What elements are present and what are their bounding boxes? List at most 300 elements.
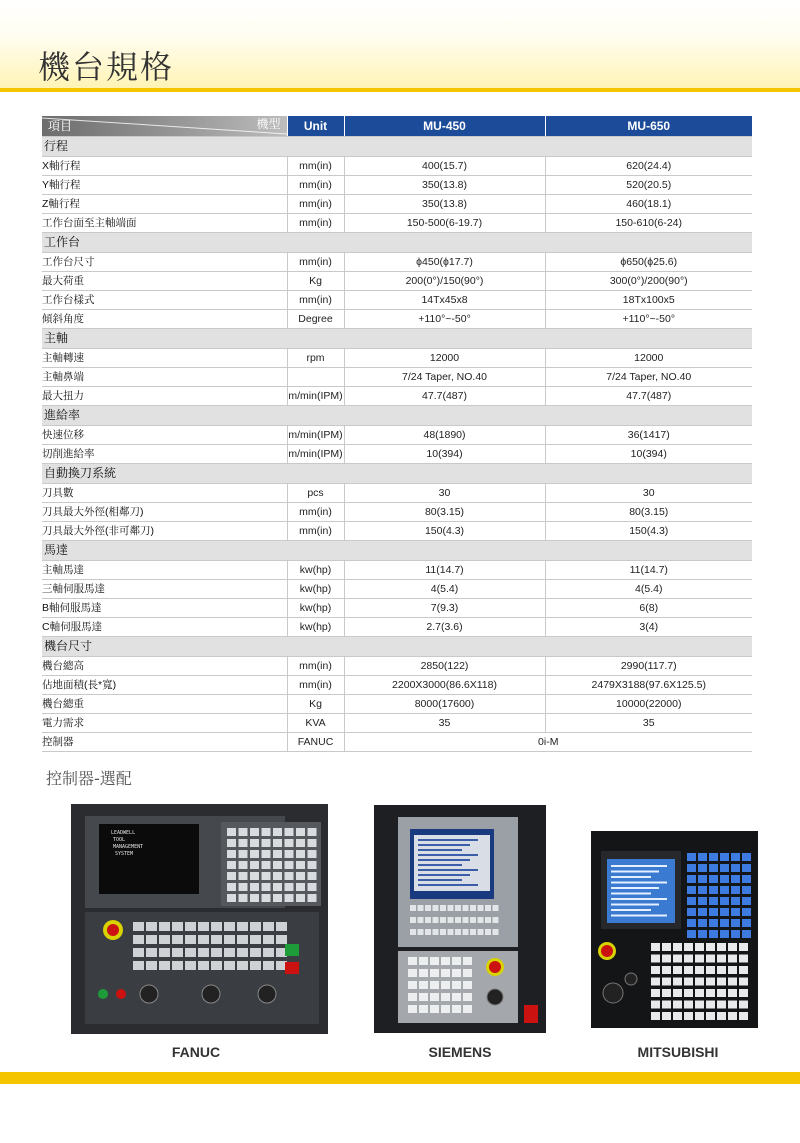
screen-line (611, 865, 667, 867)
keypad-key (698, 886, 707, 894)
keypad-key (470, 917, 476, 923)
keypad-key (684, 1001, 693, 1009)
keypad-key (410, 929, 416, 935)
keypad-key (159, 935, 170, 944)
keypad-key (698, 930, 707, 938)
keypad-key (695, 943, 704, 951)
row-unit: kw(hp) (287, 580, 344, 599)
keypad-key (478, 929, 484, 935)
spec-table (42, 116, 752, 752)
fanuc-screen-line-4: SYSTEM (115, 851, 134, 857)
table-row (42, 599, 752, 618)
keypad-key (285, 850, 294, 858)
keypad-key (433, 917, 439, 923)
keypad-key (198, 935, 209, 944)
row-unit: mm(in) (287, 214, 344, 233)
keypad-key (720, 886, 729, 894)
row-value-mu450: 150(4.3) (344, 522, 545, 541)
keypad-key (146, 961, 157, 970)
keypad-key (211, 948, 222, 957)
keypad-key (285, 894, 294, 902)
header-mu650: MU-650 (545, 116, 752, 137)
corner-diagonal-line (42, 116, 287, 136)
table-row (42, 618, 752, 637)
keypad-key (720, 919, 729, 927)
keypad-key (262, 828, 271, 836)
row-value-mu450: 200(0°)/150(90°) (344, 272, 545, 291)
keypad-key (673, 989, 682, 997)
keypad-key (133, 922, 144, 931)
row-value-mu650: 150(4.3) (545, 522, 752, 541)
keypad-key (706, 978, 715, 986)
keypad-key (731, 864, 740, 872)
keypad-key (441, 981, 450, 989)
row-label: 電力需求 (42, 714, 287, 733)
keypad-key (172, 961, 183, 970)
row-value-mu450: 350(13.8) (344, 195, 545, 214)
row-unit: kw(hp) (287, 618, 344, 637)
row-unit: FANUC (287, 733, 344, 752)
keypad-key (262, 839, 271, 847)
keypad-key (463, 969, 472, 977)
screen-line (418, 879, 462, 881)
row-value-mu450: ϕ450(ϕ17.7) (344, 253, 545, 272)
row-label: 刀具最大外徑(非可鄰刀) (42, 522, 287, 541)
controller-options-title: 控制器-選配 (46, 769, 132, 788)
keypad-key (698, 875, 707, 883)
caption-fanuc: FANUC (171, 1044, 221, 1060)
keypad-key (408, 969, 417, 977)
keypad-key (250, 894, 259, 902)
keypad-key (419, 1005, 428, 1013)
row-label: 機台總重 (42, 695, 287, 714)
keypad-key (285, 883, 294, 891)
row-value-merged: 0i-M (344, 733, 752, 752)
keypad-key (276, 922, 287, 931)
row-label: 快速位移 (42, 426, 287, 445)
keypad-key (731, 886, 740, 894)
row-value-mu650: 7/24 Taper, NO.40 (545, 368, 752, 387)
keypad-key (728, 978, 737, 986)
row-value-mu450: 80(3.15) (344, 503, 545, 522)
row-label: 最大荷重 (42, 272, 287, 291)
keypad-key (731, 875, 740, 883)
keypad-key (441, 957, 450, 965)
keypad-key (717, 966, 726, 974)
table-row (42, 657, 752, 676)
section-title: 馬達 (42, 541, 752, 561)
keypad-key (285, 828, 294, 836)
keypad-key (684, 989, 693, 997)
keypad-key (463, 905, 469, 911)
row-unit: KVA (287, 714, 344, 733)
table-row (42, 291, 752, 310)
row-value-mu450: 14Tx45x8 (344, 291, 545, 310)
keypad-key (717, 989, 726, 997)
keypad-key (731, 853, 740, 861)
keypad-key (273, 894, 282, 902)
screen-line (611, 915, 667, 917)
keypad-key (706, 1012, 715, 1020)
keypad-key (433, 929, 439, 935)
table-row (42, 214, 752, 233)
keypad-key (285, 861, 294, 869)
row-unit: mm(in) (287, 157, 344, 176)
section-title: 主軸 (42, 329, 752, 349)
keypad-key (720, 908, 729, 916)
keypad-key (273, 828, 282, 836)
keypad-key (185, 922, 196, 931)
keypad-key (651, 1001, 660, 1009)
row-label: 最大扭力 (42, 387, 287, 406)
section-row (42, 464, 752, 484)
keypad-key (463, 1005, 472, 1013)
keypad-key (698, 897, 707, 905)
keypad-key (673, 1012, 682, 1020)
keypad-key (706, 955, 715, 963)
row-value-mu450: 350(13.8) (344, 176, 545, 195)
keypad-key (717, 978, 726, 986)
keypad-key (709, 864, 718, 872)
keypad-key (695, 955, 704, 963)
row-value-mu450: 150-500(6-19.7) (344, 214, 545, 233)
keypad-key (452, 981, 461, 989)
row-value-mu650: 12000 (545, 349, 752, 368)
keypad-key (698, 908, 707, 916)
section-title: 進給率 (42, 406, 752, 426)
keypad-key (262, 850, 271, 858)
keypad-key (296, 828, 305, 836)
keypad-key (662, 943, 671, 951)
keypad-key (720, 930, 729, 938)
row-label: 刀具最大外徑(相鄰刀) (42, 503, 287, 522)
keypad-key (441, 969, 450, 977)
keypad-key (478, 905, 484, 911)
fanuc-screen-line-1: LEADWELL (111, 830, 136, 836)
row-value-mu450: 11(14.7) (344, 561, 545, 580)
row-label: 機台總高 (42, 657, 287, 676)
row-unit: mm(in) (287, 195, 344, 214)
keypad-key (410, 905, 416, 911)
row-value-mu650: ϕ650(ϕ25.6) (545, 253, 752, 272)
keypad-key (742, 897, 751, 905)
row-value-mu450: 4(5.4) (344, 580, 545, 599)
table-row (42, 503, 752, 522)
row-unit: m/min(IPM) (287, 387, 344, 406)
keypad-key (263, 948, 274, 957)
keypad-key (709, 919, 718, 927)
row-label: 控制器 (42, 733, 287, 752)
row-value-mu450: 2200X3000(86.6X118) (344, 676, 545, 695)
screen-line (611, 909, 651, 911)
row-label: C軸伺服馬達 (42, 618, 287, 637)
keypad-key (452, 993, 461, 1001)
keypad-key (651, 966, 660, 974)
table-row (42, 253, 752, 272)
keypad-key (739, 1001, 748, 1009)
keypad-key (250, 935, 261, 944)
row-label: Y軸行程 (42, 176, 287, 195)
keypad-key (419, 981, 428, 989)
keypad-key (717, 955, 726, 963)
row-label: 三軸伺服馬達 (42, 580, 287, 599)
screen-line (418, 869, 478, 871)
keypad-key (239, 883, 248, 891)
keypad-key (211, 961, 222, 970)
keypad-key (673, 1001, 682, 1009)
keypad-key (695, 989, 704, 997)
keypad-key (419, 969, 428, 977)
keypad-key (239, 861, 248, 869)
keypad-key (709, 886, 718, 894)
keypad-key (440, 905, 446, 911)
keypad-key (684, 978, 693, 986)
keypad-key (263, 935, 274, 944)
row-unit: kw(hp) (287, 561, 344, 580)
keypad-key (452, 1005, 461, 1013)
table-row (42, 368, 752, 387)
fanuc-controller-image (71, 804, 328, 1034)
keypad-key (731, 908, 740, 916)
row-label: 工作台樣式 (42, 291, 287, 310)
keypad-key (728, 1001, 737, 1009)
row-unit: mm(in) (287, 503, 344, 522)
keypad-key (211, 935, 222, 944)
row-label: X軸行程 (42, 157, 287, 176)
keypad-key (739, 1012, 748, 1020)
keypad-key (684, 943, 693, 951)
keypad-key (728, 955, 737, 963)
section-row (42, 637, 752, 657)
keypad-key (709, 930, 718, 938)
keypad-key (742, 908, 751, 916)
keypad-key (239, 872, 248, 880)
row-value-mu650: 150-610(6-24) (545, 214, 752, 233)
keypad-key (709, 853, 718, 861)
table-row (42, 426, 752, 445)
keypad-key (419, 957, 428, 965)
section-title: 自動換刀系統 (42, 464, 752, 484)
row-value-mu650: 36(1417) (545, 426, 752, 445)
keypad-key (651, 943, 660, 951)
keypad-key (237, 961, 248, 970)
keypad-key (250, 922, 261, 931)
keypad-key (728, 1012, 737, 1020)
keypad-key (224, 961, 235, 970)
keypad-key (662, 966, 671, 974)
keypad-key (227, 850, 236, 858)
keypad-key (687, 853, 696, 861)
keypad-key (463, 917, 469, 923)
keypad-key (731, 919, 740, 927)
keypad-key (410, 917, 416, 923)
keypad-key (698, 919, 707, 927)
keypad-key (146, 948, 157, 957)
keypad-key (673, 943, 682, 951)
keypad-key (695, 978, 704, 986)
keypad-key (227, 883, 236, 891)
keypad-key (430, 1005, 439, 1013)
row-value-mu450: 2.7(3.6) (344, 618, 545, 637)
keypad-key (695, 1012, 704, 1020)
keypad-key (742, 864, 751, 872)
keypad-key (250, 828, 259, 836)
row-value-mu650: 10(394) (545, 445, 752, 464)
row-value-mu450: 8000(17600) (344, 695, 545, 714)
row-value-mu450: 400(15.7) (344, 157, 545, 176)
keypad-key (687, 875, 696, 883)
row-unit: mm(in) (287, 657, 344, 676)
keypad-key (285, 872, 294, 880)
keypad-key (684, 955, 693, 963)
caption-siemens: SIEMENS (428, 1044, 492, 1060)
keypad-key (742, 919, 751, 927)
row-value-mu450: 7/24 Taper, NO.40 (344, 368, 545, 387)
keypad-key (698, 864, 707, 872)
keypad-key (673, 966, 682, 974)
corner-header-cell (42, 116, 287, 137)
keypad-key (263, 961, 274, 970)
keypad-key (133, 935, 144, 944)
keypad-key (717, 943, 726, 951)
row-unit: m/min(IPM) (287, 426, 344, 445)
row-value-mu650: 10000(22000) (545, 695, 752, 714)
keypad-key (706, 989, 715, 997)
row-value-mu650: 80(3.15) (545, 503, 752, 522)
caption-mitsubishi: MITSUBISHI (637, 1044, 719, 1060)
keypad-key (237, 922, 248, 931)
keypad-key (720, 864, 729, 872)
row-value-mu650: 6(8) (545, 599, 752, 618)
keypad-key (227, 861, 236, 869)
keypad-key (709, 875, 718, 883)
keypad-key (211, 922, 222, 931)
row-unit: kw(hp) (287, 599, 344, 618)
keypad-key (133, 961, 144, 970)
table-row (42, 272, 752, 291)
keypad-key (463, 957, 472, 965)
keypad-key (308, 861, 317, 869)
keypad-key (684, 1012, 693, 1020)
keypad-key (185, 948, 196, 957)
keypad-key (198, 948, 209, 957)
keypad-key (296, 839, 305, 847)
keypad-key (687, 886, 696, 894)
section-title: 工作台 (42, 233, 752, 253)
screen-line (611, 876, 651, 878)
mitsubishi-controller-image (591, 831, 758, 1028)
keypad-key (706, 1001, 715, 1009)
keypad-key (262, 861, 271, 869)
keypad-key (239, 839, 248, 847)
keypad-key (237, 935, 248, 944)
row-unit: pcs (287, 484, 344, 503)
keypad-key (493, 929, 499, 935)
keypad-key (463, 981, 472, 989)
header-mu450: MU-450 (344, 116, 545, 137)
keypad-key (728, 943, 737, 951)
keypad-key (662, 955, 671, 963)
keypad-key (250, 961, 261, 970)
row-label: 工作台尺寸 (42, 253, 287, 272)
row-value-mu650: 2990(117.7) (545, 657, 752, 676)
keypad-key (717, 1012, 726, 1020)
keypad-key (250, 872, 259, 880)
page-title: 機台規格 (38, 48, 175, 86)
row-value-mu450: 48(1890) (344, 426, 545, 445)
section-title: 機台尺寸 (42, 637, 752, 657)
screen-line (611, 871, 659, 873)
table-row (42, 484, 752, 503)
keypad-key (739, 978, 748, 986)
keypad-key (448, 917, 454, 923)
keypad-key (695, 1001, 704, 1009)
keypad-key (308, 894, 317, 902)
keypad-key (224, 922, 235, 931)
screen-line (611, 893, 651, 895)
keypad-key (250, 948, 261, 957)
keypad-key (742, 875, 751, 883)
keypad-key (185, 935, 196, 944)
section-row (42, 137, 752, 157)
keypad-key (172, 948, 183, 957)
keypad-key (662, 1012, 671, 1020)
keypad-key (172, 922, 183, 931)
keypad-key (728, 989, 737, 997)
keypad-key (250, 839, 259, 847)
keypad-key (441, 993, 450, 1001)
row-value-mu450: 10(394) (344, 445, 545, 464)
keypad-key (276, 935, 287, 944)
keypad-key (250, 861, 259, 869)
keypad-key (296, 883, 305, 891)
keypad-key (430, 969, 439, 977)
keypad-key (709, 897, 718, 905)
row-label: 主軸轉速 (42, 349, 287, 368)
keypad-key (262, 872, 271, 880)
keypad-key (273, 861, 282, 869)
row-unit: Kg (287, 695, 344, 714)
keypad-key (455, 917, 461, 923)
row-value-mu650: 11(14.7) (545, 561, 752, 580)
keypad-key (425, 917, 431, 923)
row-unit: mm(in) (287, 291, 344, 310)
keypad-key (720, 897, 729, 905)
keypad-key (133, 948, 144, 957)
keypad-key (687, 897, 696, 905)
row-label: 工作台面至主軸端面 (42, 214, 287, 233)
keypad-key (430, 981, 439, 989)
row-label: Z軸行程 (42, 195, 287, 214)
keypad-key (662, 978, 671, 986)
keypad-key (493, 905, 499, 911)
screen-line (418, 849, 462, 851)
screen-line (611, 898, 667, 900)
keypad-key (455, 929, 461, 935)
keypad-key (296, 894, 305, 902)
keypad-key (706, 966, 715, 974)
keypad-key (227, 872, 236, 880)
keypad-key (739, 955, 748, 963)
row-value-mu450: 47.7(487) (344, 387, 545, 406)
screen-line (418, 844, 470, 846)
keypad-key (673, 978, 682, 986)
keypad-key (418, 917, 424, 923)
emergency-stop-icon (107, 924, 119, 936)
row-value-mu450: 30 (344, 484, 545, 503)
keypad-key (308, 883, 317, 891)
row-label: 主軸馬達 (42, 561, 287, 580)
